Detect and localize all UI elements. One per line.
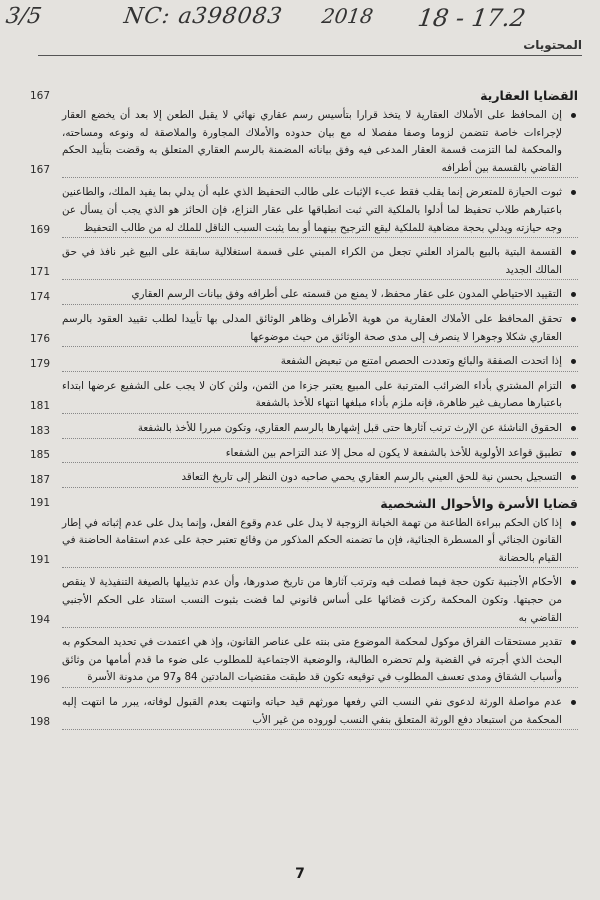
contents-list [30,88,578,738]
section-family [30,496,578,731]
handwritten-annotations [4,4,594,38]
entry-page-number: 198 [30,716,51,729]
entry-text: الأحكام الأجنبية تكون حجة فيما فصلت فيه وترتب آثارها من تاريخ صدورها، وأن عدم تذييلها بالصيغة التنفيذية لا ينقص من حجيتها. وتكون المحكمة ركزت قضائها على أساس قانوني لما قضت بثبوت النسب استناد على الحكم الأجنبي القاضي به [62,574,578,628]
toc-entry[interactable] [30,184,578,238]
toc-entry[interactable] [30,445,578,464]
toc-entry[interactable] [30,107,578,178]
toc-entry[interactable] [30,420,578,439]
entry-text: القسمة البتية بالبيع بالمزاد العلني تجعل من الكراء المبني على قسمة استغلالية سابقة على البيع غير نافذ في حق المالك الجديد [62,244,578,280]
entry-page-number: 171 [30,266,51,279]
entry-page-number: 185 [30,449,51,462]
toc-entry[interactable] [30,244,578,280]
toc-entry[interactable] [30,378,578,414]
entry-page-number: 174 [30,290,51,303]
entry-page-number: 167 [30,164,51,177]
entry-text: إن المحافظ على الأملاك العقارية لا يتخذ قرارا بتأسيس رسم عقاري نهائي لا يقبل الطعن إلا بعد أن يخضع العقار لإجراءات خاصة تتضمن لزوما وصفا مفصلا له مع بيان حدوده والأملاك المجاورة والملاصقة له ونوعه ومساحته، والمحكمة لما التزمت قسمة العقار المدعى فيه وفق بياناته المضمنة بالرسم العقاري المتعلق به وقضت بتأييد الحكم القاضي بالقسمة بين أطرافه [62,107,578,178]
section-real-estate [30,88,578,488]
toc-entry[interactable] [30,694,578,730]
entry-text: تحقق المحافظ على الأملاك العقارية من هوية الأطراف وظاهر الوثائق المدلى بها تأييدا لطلب تقييد العقود بالرسم العقاري شكلا وجوهرا لا ينصرف إلى مدى صحة الوثائق من حيث موضوعها [62,311,578,347]
entry-text: إذا كان الحكم ببراءة الطاعنة من تهمة الخيانة الزوجية لا يدل على عدم وقوع الفعل، وإنما يدل على عدم إثباته في إطار القانون الجنائي أو المسطرة الجنائية، فإن ما تضمنه الحكم المذكور من وقائع تعتبر حجة على عدم استقامة الحاضنة في القيام بالحضانة [62,515,578,569]
entry-page-number: 187 [30,473,51,486]
annotation-fraction: 3/5 [4,4,44,29]
section-page-number: 191 [30,497,51,510]
entry-page-number: 179 [30,357,51,370]
section-heading [30,88,578,103]
entry-text: التقييد الاحتياطي المدون على عقار محفظ، لا يمنع من قسمته على أطرافه وفق بيانات الرسم العقاري [62,286,578,305]
section-title[interactable]: قضايا الأسرة والأحوال الشخصية [380,495,578,511]
section-title[interactable]: القضايا العقارية [480,88,578,103]
section-page-number: 167 [30,89,51,102]
toc-entry[interactable] [30,634,578,688]
entry-text: عدم مواصلة الورثة لدعوى نفي النسب التي رفعها مورثهم قيد حياته وانتهت بعدم القبول لوفاته، يبرر ما انتهت إليه المحكمة من استبعاد دفع الورثة المتعلق بنفي النسب لوروده من غير الأب [62,694,578,730]
entry-page-number: 196 [30,674,51,687]
entry-text: إذا اتحدت الصفقة والبائع وتعددت الحصص امتنع من تبعيض الشفعة [62,353,578,372]
entry-page-number: 183 [30,424,51,437]
entry-page-number: 181 [30,399,51,412]
entry-text: التزام المشتري بأداء الضرائب المترتبة على المبيع يعتبر جزءا من الثمن، ولئن كان لا يجب على الشفيع عرضها ابتداء باعتبارها مصاريف غير ظاهرة، فإنه ملزم بأداء مبلغها انتهاء للأخذ بالشفعة [62,378,578,414]
toc-entry[interactable] [30,515,578,569]
toc-entry[interactable] [30,574,578,628]
toc-entry[interactable] [30,353,578,372]
entry-text: التسجيل بحسن نية للحق العيني بالرسم العقاري يحمي صاحبه دون النظر إلى تاريخ التعاقد [62,469,578,488]
toc-entry[interactable] [30,286,578,305]
annotation-year: 2018 [320,4,375,28]
page-number: 7 [295,866,305,882]
section-heading [30,496,578,511]
entry-text: تطبيق قواعد الأولوية للأخذ بالشفعة لا يكون له محل إلا عند التزاحم بين الشفعاء [62,445,578,464]
toc-entry[interactable] [30,469,578,488]
entry-page-number: 191 [30,554,51,567]
entry-page-number: 176 [30,333,51,346]
entry-text: الحقوق الناشئة عن الإرث ترتب آثارها حتى قبل إشهارها بالرسم العقاري، وتكون مبررا للأخذ بالشفعة [62,420,578,439]
header-divider [38,55,582,56]
running-head: المحتويات [523,38,582,52]
entry-text: ثبوت الحيازة للمتعرض إنما يقلب فقط عبء الإثبات على طالب التحفيظ الذي عليه أن يدلي بما يفيد الملك، والطاعنين باعتبارهم طلاب تحفيظ لما أدلوا بالملكية التي ثبت انطباقها على عقار النزاع، فإن الحائز هو الذي يجب أن يسأل عن وجه حيازته ويدلي بحجة مضاهية للملكية ليقع الترجيح بينهما أو بما يثبت السبب الناقل للملك له من طالب التحفيظ [62,184,578,238]
toc-entry[interactable] [30,311,578,347]
annotation-reference: NC: a398083 [122,4,285,29]
entry-page-number: 169 [30,224,51,237]
entry-page-number: 194 [30,614,51,627]
annotation-range: 18 - 17.2 [416,4,528,32]
entry-text: تقدير مستحقات الفراق موكول لمحكمة الموضوع متى بنته على عناصر القانون، وإذ هي اعتمدت في تحديد المحكوم به البحث الذي أجرته في القضية ولم تحضره الطالبة، والوضعية الاجتماعية للمطلوب على ضوء ما قدم أمامها من وثائق وأسباب الشقاق ومدى تعسف المطلوب في توقيعه تكون قد طبقت مقتضيات المادتين 84 و97 من مدونة الأسرة [62,634,578,688]
